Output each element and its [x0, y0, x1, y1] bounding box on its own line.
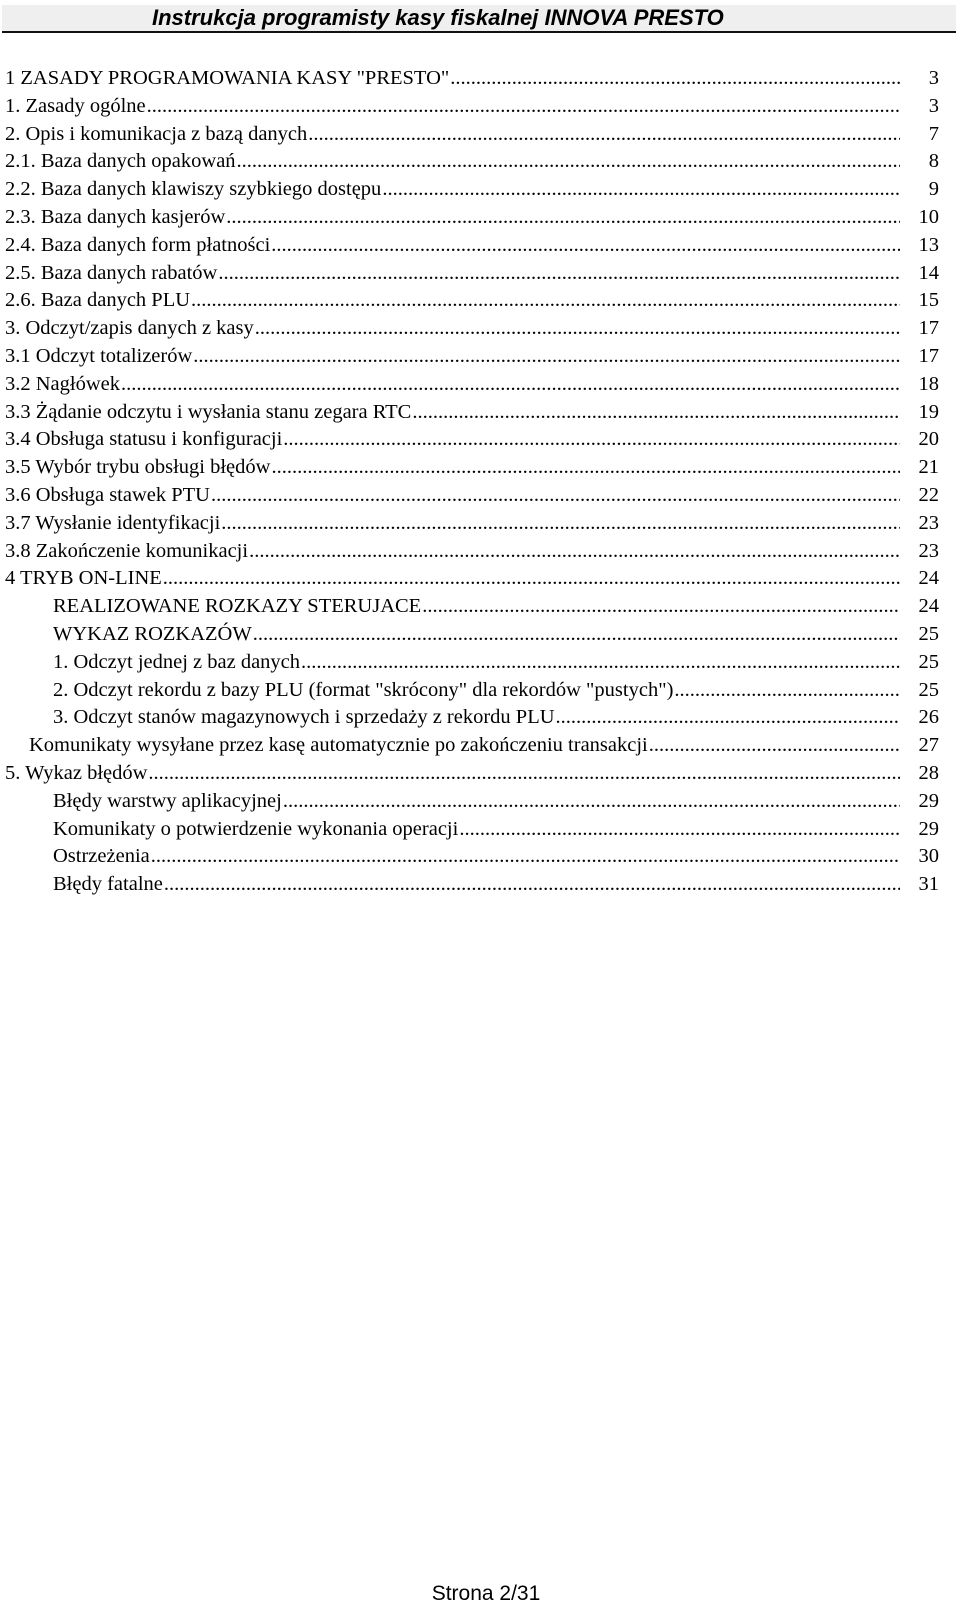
toc-entry-title: 3.7 Wysłanie identyfikacji [5, 511, 221, 534]
toc-dot-leader [237, 148, 900, 176]
toc-entry[interactable] [0, 148, 960, 176]
toc-entry-title: REALIZOWANE ROZKAZY STERUJACE [53, 595, 422, 618]
toc-dot-leader [459, 816, 900, 844]
toc-entry-title: 3.6 Obsługa stawek PTU [5, 483, 210, 506]
toc-entry-page: 24 [918, 567, 939, 590]
toc-entry-page: 29 [918, 789, 939, 812]
toc-entry[interactable] [0, 287, 960, 315]
toc-entry-title: Błędy warstwy aplikacyjnej [53, 789, 282, 812]
toc-entry-title: Komunikaty o potwierdzenie wykonania operacji [53, 817, 459, 840]
toc-entry-page: 19 [918, 400, 939, 423]
toc-entry[interactable] [0, 565, 960, 593]
toc-entry[interactable] [0, 593, 960, 621]
toc-entry-title: 1 ZASADY PROGRAMOWANIA KASY "PRESTO" [5, 67, 450, 89]
toc-entry[interactable] [0, 176, 960, 204]
toc-entry-page: 17 [918, 317, 939, 340]
toc-dot-leader [193, 343, 900, 371]
toc-entry-title: 4 TRYB ON-LINE [5, 567, 162, 590]
toc-entry-title: 3. Odczyt stanów magazynowych i sprzedaży z rekordu PLU [53, 706, 555, 729]
toc-entry[interactable] [0, 510, 960, 538]
toc-dot-leader [147, 93, 900, 121]
toc-entry-title: 2.4. Baza danych form płatności [5, 233, 271, 256]
toc-dot-leader [226, 204, 900, 232]
toc-entry-page: 3 [928, 67, 939, 89]
toc-dot-leader [163, 565, 900, 593]
toc-entry[interactable] [0, 343, 960, 371]
toc-entry-title: 2.2. Baza danych klawiszy szybkiego dostępu [5, 178, 382, 201]
toc-entry[interactable] [0, 65, 960, 93]
toc-dot-leader [121, 371, 900, 399]
toc-entry-page: 25 [918, 650, 939, 673]
toc-entry[interactable] [0, 399, 960, 427]
toc-entry-page: 3 [928, 94, 939, 117]
toc-entry-title: 2. Opis i komunikacja z bazą danych [5, 122, 308, 145]
toc-dot-leader [301, 649, 900, 677]
toc-entry-title: WYKAZ ROZKAZÓW [53, 622, 252, 645]
toc-entry-title: 3.5 Wybór trybu obsługi błędów [5, 456, 271, 479]
toc-entry-title: 2.1. Baza danych opakowań [5, 150, 236, 173]
toc-dot-leader [412, 399, 900, 427]
toc-entry-page: 15 [918, 289, 939, 312]
toc-entry-page: 9 [928, 178, 939, 201]
toc-entry[interactable] [0, 371, 960, 399]
toc-entry[interactable] [0, 315, 960, 343]
document-title: Instrukcja programisty kasy fiskalnej INNOVA PRESTO [152, 5, 724, 30]
toc-entry-title: 2.5. Baza danych rabatów [5, 261, 218, 284]
toc-dot-leader [308, 121, 900, 149]
toc-dot-leader [422, 593, 900, 621]
toc-entry-title: 2. Odczyt rekordu z bazy PLU (format "skrócony" dla rekordów "pustych") [53, 678, 674, 701]
toc-dot-leader [253, 621, 900, 649]
toc-dot-leader [249, 538, 900, 566]
toc-dot-leader [649, 732, 900, 760]
toc-entry-page: 7 [928, 122, 939, 145]
toc-entry-title: 1. Odczyt jednej z baz danych [53, 650, 301, 673]
toc-entry[interactable] [0, 204, 960, 232]
toc-entry-title: 3.2 Nagłówek [5, 372, 121, 395]
toc-entry-title: 1. Zasady ogólne [5, 94, 146, 117]
toc-entry-title: Ostrzeżenia [53, 845, 150, 868]
toc-entry-page: 25 [918, 622, 939, 645]
toc-dot-leader [674, 677, 900, 705]
toc-entry[interactable] [0, 649, 960, 677]
toc-dot-leader [271, 454, 900, 482]
page-header [2, 5, 956, 33]
toc-entry[interactable] [0, 843, 960, 871]
toc-entry-title: 2.3. Baza danych kasjerów [5, 205, 226, 228]
toc-entry[interactable] [0, 121, 960, 149]
toc-entry-page: 23 [918, 539, 939, 562]
toc-entry-page: 26 [918, 706, 939, 729]
toc-entry-page: 17 [918, 344, 939, 367]
toc-entry-title: 3.3 Żądanie odczytu i wysłania stanu zegara RTC [5, 400, 412, 423]
toc-dot-leader [148, 760, 900, 788]
toc-entry-title: 3.8 Zakończenie komunikacji [5, 539, 249, 562]
toc-entry-title: 5. Wykaz błędów [5, 761, 148, 784]
page-number: Strona 2/31 [431, 1582, 541, 1605]
toc-dot-leader [283, 426, 900, 454]
toc-dot-leader [221, 510, 900, 538]
toc-entry-page: 24 [918, 595, 939, 618]
toc-entry[interactable] [0, 538, 960, 566]
toc-dot-leader [271, 232, 900, 260]
toc-dot-leader [450, 65, 900, 93]
table-of-contents [0, 65, 960, 899]
toc-entry[interactable] [0, 816, 960, 844]
toc-entry-title: 3. Odczyt/zapis danych z kasy [5, 317, 254, 340]
toc-entry-page: 21 [918, 456, 939, 479]
toc-entry-page: 13 [918, 233, 939, 256]
toc-entry[interactable] [0, 704, 960, 732]
toc-dot-leader [556, 704, 900, 732]
toc-entry-page: 18 [918, 372, 939, 395]
toc-entry-title: 2.6. Baza danych PLU [5, 289, 191, 312]
toc-entry-title: 3.4 Obsługa statusu i konfiguracji [5, 428, 283, 451]
toc-entry[interactable] [0, 677, 960, 705]
toc-entry[interactable] [0, 93, 960, 121]
toc-entry[interactable] [0, 232, 960, 260]
toc-dot-leader [382, 176, 900, 204]
toc-entry-page: 22 [918, 483, 939, 506]
toc-dot-leader [218, 260, 900, 288]
toc-entry-page: 29 [918, 817, 939, 840]
toc-entry[interactable] [0, 454, 960, 482]
toc-entry-page: 23 [918, 511, 939, 534]
toc-entry-page: 30 [918, 845, 939, 868]
toc-dot-leader [211, 482, 900, 510]
toc-entry-title: Komunikaty wysyłane przez kasę automatycznie po zakończeniu transakcji [29, 734, 648, 757]
page-footer [0, 1583, 960, 1605]
toc-dot-leader [255, 315, 900, 343]
toc-entry-page: 10 [918, 205, 939, 228]
toc-dot-leader [191, 287, 900, 315]
toc-entry-page: 14 [918, 261, 939, 284]
toc-entry[interactable] [0, 732, 960, 760]
toc-entry-page: 28 [918, 761, 939, 784]
toc-entry[interactable] [0, 482, 960, 510]
toc-entry-page: 27 [918, 734, 939, 757]
toc-entry[interactable] [0, 760, 960, 788]
toc-entry[interactable] [0, 788, 960, 816]
toc-entry-page: 25 [918, 678, 939, 701]
toc-dot-leader [283, 788, 900, 816]
toc-dot-leader [151, 843, 900, 871]
toc-entry-page: 20 [918, 428, 939, 451]
toc-entry-title: Błędy fatalne [53, 873, 163, 896]
toc-entry[interactable] [0, 426, 960, 454]
toc-entry-title: 3.1 Odczyt totalizerów [5, 344, 193, 367]
toc-entry[interactable] [0, 621, 960, 649]
toc-entry-page: 31 [918, 873, 939, 896]
toc-entry[interactable] [0, 260, 960, 288]
toc-entry[interactable] [0, 871, 960, 899]
toc-dot-leader [164, 871, 900, 899]
toc-entry-page: 8 [928, 150, 939, 173]
